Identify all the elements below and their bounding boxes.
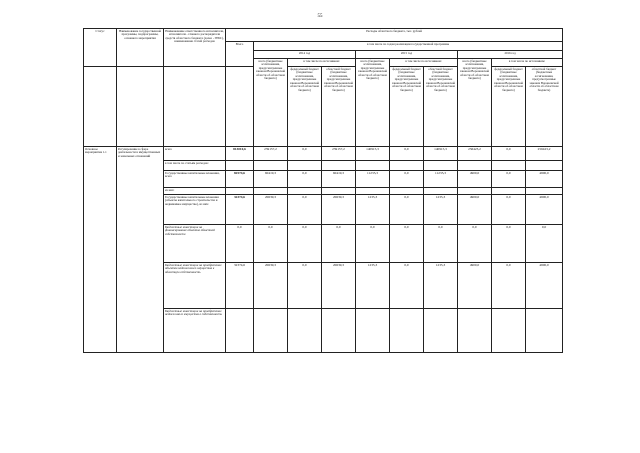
header-year-2015: 2015 год xyxy=(356,51,458,59)
row-value xyxy=(322,188,356,195)
header-program-name: Наименование государственной программы, подпрограммы, основного мероприятия xyxy=(117,29,164,67)
row-total: 0,0 xyxy=(226,225,254,263)
row-total: 82574,6 xyxy=(226,171,254,188)
header-federal-2014: федеральный бюджет (бюджетные ассигнования, предусмотренные законом Воронежской области об областном бюджете) xyxy=(288,67,322,147)
row-value xyxy=(526,161,563,171)
row-value: 256423,2 xyxy=(458,147,492,161)
row-value: 259157,2 xyxy=(322,147,356,161)
row-total: 32374,6 xyxy=(226,195,254,225)
row-value xyxy=(356,309,390,353)
row-value xyxy=(458,188,492,195)
row-value: 0,0 xyxy=(492,147,526,161)
header-all-2015: всего (бюджетные ассигнования, предусмотренные законом Воронежской области об областном бюджете) xyxy=(356,59,390,147)
header-sources-2016: в том числе по источникам: xyxy=(492,59,563,67)
row-value: 20639,3 xyxy=(322,195,356,225)
row-label: Государственные капитальные вложения (объекты капитального строительства и недвижимое имущество), из них: xyxy=(164,195,226,225)
row-value xyxy=(492,188,526,195)
row-value: 4900,0 xyxy=(458,263,492,309)
row-value xyxy=(322,309,356,353)
row-value: 0,0 xyxy=(254,225,288,263)
row-label: Бюджетные инвестиции на приобретение недвижимого имущества в собственность xyxy=(164,309,226,353)
row-value: 1235,3 xyxy=(424,195,458,225)
row-value xyxy=(288,309,322,353)
row-value: 0,0 xyxy=(492,195,526,225)
row-value: 0,0 xyxy=(424,225,458,263)
header-year-2016: 2016 год xyxy=(458,51,563,59)
row-value: 259157,2 xyxy=(254,147,288,161)
row-value xyxy=(390,188,424,195)
row-value: 0,0 xyxy=(526,225,563,263)
row-value: 0,0 xyxy=(288,171,322,188)
row-value: 4900,0 xyxy=(458,171,492,188)
row-value xyxy=(424,188,458,195)
row-total xyxy=(226,188,254,195)
header-federal-2016: федеральный бюджет (бюджетные ассигнования, предусмотренные законом Воронежской области об областном бюджете) xyxy=(492,67,526,147)
budget-table-container xyxy=(83,28,562,353)
header-total: Всего xyxy=(226,42,254,67)
row-value xyxy=(390,309,424,353)
row-value: 60419,3 xyxy=(322,171,356,188)
program-name: Регулирование в сфере деятельности в имущественных и земельных отношений xyxy=(117,147,164,353)
header-all-2016: всего (бюджетные ассигнования, предусмотренные законом Воронежской области об областном бюджете) xyxy=(458,59,492,147)
row-value: 11235,3 xyxy=(424,171,458,188)
row-label: Бюджетные инвестиции на финансирование объектов областной собственности xyxy=(164,225,226,263)
row-value: 0,0 xyxy=(288,147,322,161)
row-value xyxy=(492,161,526,171)
row-value: 0,0 xyxy=(288,195,322,225)
row-value: 60419,3 xyxy=(254,171,288,188)
row-value xyxy=(288,161,322,171)
header-executor: Наименование ответственного исполнителя, исполнителя - главного распорядителя средств областного бюджета (далее - ГРБС), наименование статей расходов xyxy=(164,29,226,67)
row-value: 0,0 xyxy=(390,263,424,309)
row-value: 256423,2 xyxy=(526,147,563,161)
header-in-years: в том числе по годам реализации государственной программы xyxy=(254,42,563,51)
row-value xyxy=(356,161,390,171)
row-value xyxy=(526,309,563,353)
row-value xyxy=(390,161,424,171)
header-sources-2014: в том числе по источникам: xyxy=(288,59,356,67)
row-value: 0,0 xyxy=(288,225,322,263)
row-value: 4900,0 xyxy=(526,171,563,188)
row-value: 0,0 xyxy=(356,225,390,263)
row-value: 0,0 xyxy=(492,171,526,188)
row-value xyxy=(424,309,458,353)
row-value: 1235,3 xyxy=(356,195,390,225)
header-regional-2014: областной бюджет (бюджетные ассигнования, предусмотренные законом Воронежской области об областном бюджете) xyxy=(322,67,356,147)
row-value xyxy=(458,309,492,353)
row-value: 0,0 xyxy=(288,263,322,309)
row-value: 11235,3 xyxy=(356,171,390,188)
row-value xyxy=(356,188,390,195)
row-value: 20639,3 xyxy=(322,263,356,309)
row-value xyxy=(288,188,322,195)
row-total xyxy=(226,161,254,171)
row-value: 20639,3 xyxy=(254,195,288,225)
row-value: 0,0 xyxy=(390,147,424,161)
header-all-2014: всего (бюджетные ассигнования, предусмотренные законом Воронежской области об областном бюджете) xyxy=(254,59,288,147)
header-sources-2015: в том числе по источникам: xyxy=(390,59,458,67)
budget-table xyxy=(83,28,563,353)
row-value: 1235,3 xyxy=(424,263,458,309)
header-federal-2015: федеральный бюджет (бюджетные ассигнования, предусмотренные законом Воронежской области об областном бюджете) xyxy=(390,67,424,147)
row-label: Государственные капитальные вложения, всего xyxy=(164,171,226,188)
row-value: 4900,0 xyxy=(526,195,563,225)
row-value: 140915,3 xyxy=(356,147,390,161)
program-status: Основное мероприятие 1.1 xyxy=(84,147,117,353)
page-number: 55 xyxy=(317,14,323,19)
row-value: 4900,0 xyxy=(458,195,492,225)
row-value: 0,0 xyxy=(390,195,424,225)
row-label: в том числе по статьям расходов: xyxy=(164,161,226,171)
row-value xyxy=(254,188,288,195)
row-value xyxy=(254,161,288,171)
row-value: 0,0 xyxy=(458,225,492,263)
row-value xyxy=(492,309,526,353)
header-expenses: Расходы областного бюджета, тыс. рублей xyxy=(226,29,563,42)
row-value: 0,0 xyxy=(322,225,356,263)
row-value xyxy=(424,161,458,171)
table-row xyxy=(84,147,563,161)
header-status: Статус xyxy=(84,29,117,67)
row-value: 140915,3 xyxy=(424,147,458,161)
row-value xyxy=(254,309,288,353)
row-label: из них: xyxy=(164,188,226,195)
row-value: 0,0 xyxy=(492,263,526,309)
row-value: 20639,3 xyxy=(254,263,288,309)
header-year-2014: 2014 год xyxy=(254,51,356,59)
row-value: 4900,0 xyxy=(526,263,563,309)
row-label: Бюджетные инвестиции на приобретение объектов недвижимого имущества в областную собственность xyxy=(164,263,226,309)
row-total: 813010,6 xyxy=(226,147,254,161)
row-value xyxy=(526,188,563,195)
row-value: 0,0 xyxy=(492,225,526,263)
row-value: 0,0 xyxy=(390,171,424,188)
row-value xyxy=(458,161,492,171)
row-total: 32374,6 xyxy=(226,263,254,309)
header-regional-2016: областной бюджет (бюджетные ассигнования, предусмотренные законом Воронежской области об областном бюджете) xyxy=(526,67,563,147)
row-total xyxy=(226,309,254,353)
header-regional-2015: областной бюджет (бюджетные ассигнования, предусмотренные законом Воронежской области об областном бюджете) xyxy=(424,67,458,147)
row-value xyxy=(322,161,356,171)
row-value: 1235,3 xyxy=(356,263,390,309)
table-body xyxy=(84,147,563,353)
row-label: всего xyxy=(164,147,226,161)
row-value: 0,0 xyxy=(390,225,424,263)
